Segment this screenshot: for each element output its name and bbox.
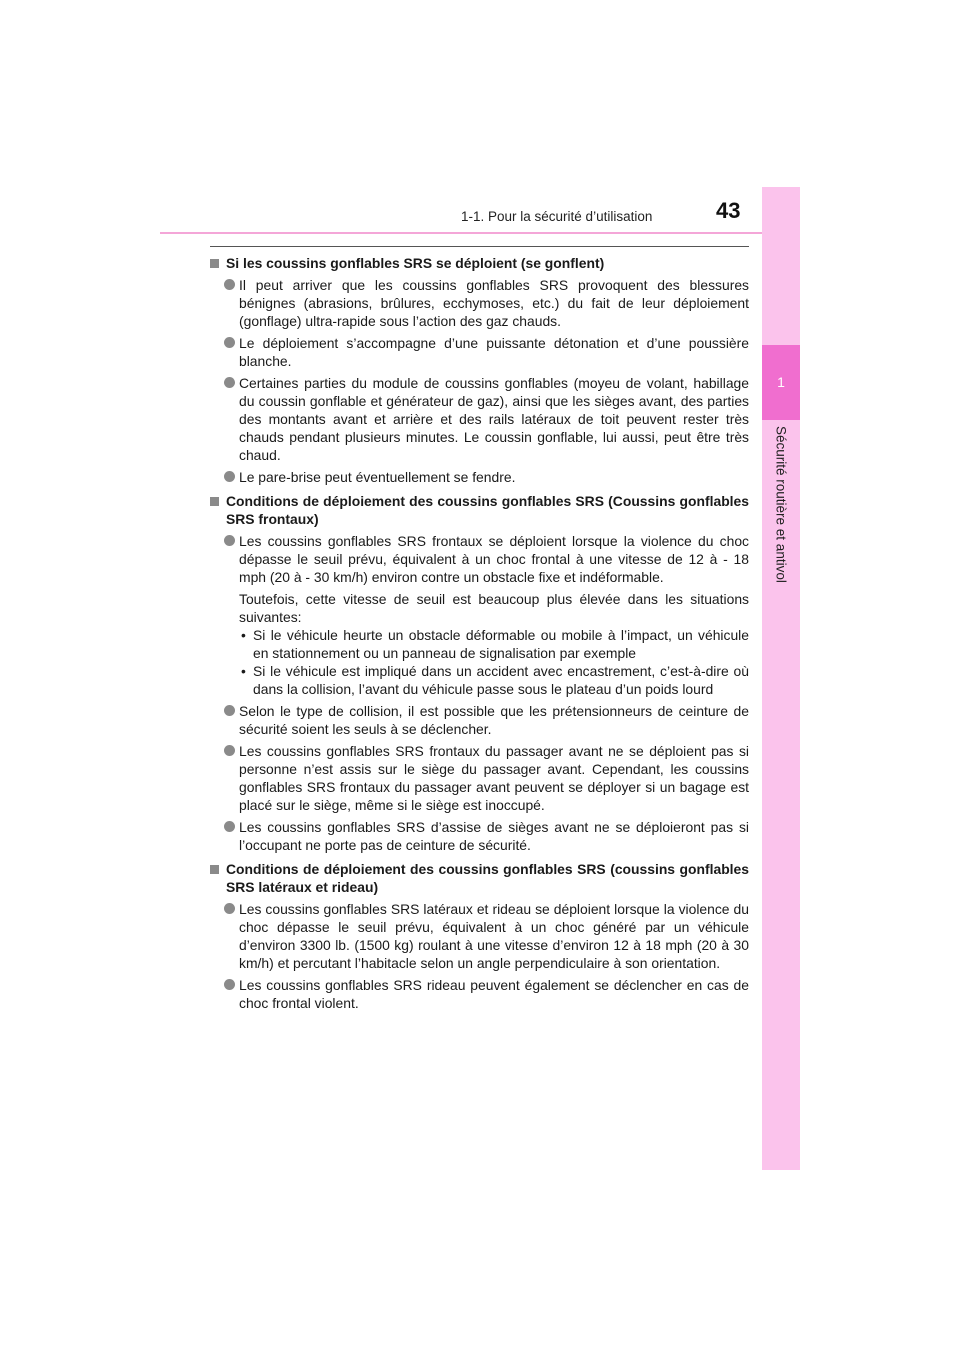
- section-heading: [210, 254, 749, 272]
- page-number: 43: [716, 198, 741, 223]
- list-item: [210, 532, 749, 586]
- list-item: [210, 976, 749, 1012]
- round-bullet-icon: [224, 903, 235, 914]
- round-bullet-icon: [224, 535, 235, 546]
- page-content: [210, 254, 749, 1012]
- list-item-text: Certaines parties du module de coussins gonflables (moyeu de volant, habillage du coussin gonflable et générateur de gaz), ainsi que les sièges avant, des parties des montants avant et arrière et des rails latéraux de toit peuvent rester très chauds pendant plusieurs minutes. Le coussin gonflable, lui aussi, peut être très chaud.: [239, 375, 749, 463]
- list-item-text: Les coussins gonflables SRS rideau peuvent également se déclencher en cas de choc frontal violent.: [239, 977, 749, 1011]
- list-item: [210, 702, 749, 738]
- list-item: [210, 276, 749, 330]
- section-heading-text: Conditions de déploiement des coussins gonflables SRS (coussins gonflables SRS latéraux et rideau): [226, 861, 749, 895]
- list-item: [210, 468, 749, 486]
- chapter-number: 1: [777, 374, 785, 390]
- list-item: [210, 900, 749, 972]
- square-bullet-icon: [210, 259, 219, 268]
- round-bullet-icon: [224, 979, 235, 990]
- header-divider: [160, 232, 800, 234]
- list-item: [210, 334, 749, 370]
- list-item-text: Le pare-brise peut éventuellement se fendre.: [239, 469, 516, 485]
- round-bullet-icon: [224, 705, 235, 716]
- sub-list-item: [210, 662, 749, 698]
- round-bullet-icon: [224, 279, 235, 290]
- round-bullet-icon: [224, 821, 235, 832]
- round-bullet-icon: [224, 337, 235, 348]
- round-bullet-icon: [224, 377, 235, 388]
- round-bullet-icon: [224, 745, 235, 756]
- list-item-text: Selon le type de collision, il est possible que les prétensionneurs de ceinture de sécurité soient les seuls à se déclencher.: [239, 703, 749, 737]
- chapter-title: Sécurité routière et antivol: [773, 426, 789, 583]
- small-bullet-icon: •: [241, 627, 246, 643]
- small-bullet-icon: •: [241, 663, 246, 679]
- square-bullet-icon: [210, 497, 219, 506]
- content-top-rule: [210, 246, 749, 247]
- section-title: 1-1. Pour la sécurité d’utilisation: [461, 209, 653, 224]
- sub-list-item: [210, 626, 749, 662]
- list-item-text: Le déploiement s’accompagne d’une puissante détonation et d’une poussière blanche.: [239, 335, 749, 369]
- section-heading-text: Si les coussins gonflables SRS se déploient (se gonflent): [226, 255, 605, 271]
- sub-list-item-text: Si le véhicule est impliqué dans un accident avec encastrement, c’est-à-dire où dans la collision, l’avant du véhicule passe sous le plateau d’un poids lourd: [253, 663, 749, 697]
- section-heading: [210, 492, 749, 528]
- square-bullet-icon: [210, 865, 219, 874]
- list-item: [210, 374, 749, 464]
- list-item: [210, 818, 749, 854]
- section-heading: [210, 860, 749, 896]
- round-bullet-icon: [224, 471, 235, 482]
- list-item-text: Les coussins gonflables SRS d’assise de sièges avant ne se déploieront pas si l’occupant ne porte pas de ceinture de sécurité.: [239, 819, 749, 853]
- list-item-text: Les coussins gonflables SRS frontaux se déploient lorsque la violence du choc dépasse le seuil prévu, équivalent à un choc frontal à une vitesse de 12 à - 18 mph (20 à - 30 km/h) environ contre un obstacle fixe et indéformable.: [239, 533, 749, 585]
- sub-list-item-text: Si le véhicule heurte un obstacle déformable ou mobile à l’impact, un véhicule en stationnement ou un panneau de signalisation par exemple: [253, 627, 749, 661]
- list-item: [210, 742, 749, 814]
- list-item-text: Il peut arriver que les coussins gonflables SRS provoquent des blessures bénignes (abrasions, brûlures, ecchymoses, etc.) du fait de leur déploiement (gonflage) ultra-rapide sous l’action des gaz chauds.: [239, 277, 749, 329]
- section-heading-text: Conditions de déploiement des coussins gonflables SRS (Coussins gonflables SRS frontaux): [226, 493, 749, 527]
- list-item-text: Les coussins gonflables SRS latéraux et rideau se déploient lorsque la violence du choc dépasse le seuil prévu, équivalent à un choc généré par un véhicule d’environ 3300 lb. (1500 kg) roulant à une vitesse d’environ 12 à 18 mph (20 à 30 km/h) et percutant l’habitacle selon un angle perpendiculaire à son orientation.: [239, 901, 749, 971]
- paragraph: Toutefois, cette vitesse de seuil est beaucoup plus élevée dans les situations suivantes:: [239, 591, 749, 625]
- list-item-text: Les coussins gonflables SRS frontaux du passager avant ne se déploient pas si personne n’est assis sur le siège du passager avant. Cependant, les coussins gonflables SRS frontaux du passager avant peuvent se déployer si un bagage est placé sur le siège, même si le siège est inoccupé.: [239, 743, 749, 813]
